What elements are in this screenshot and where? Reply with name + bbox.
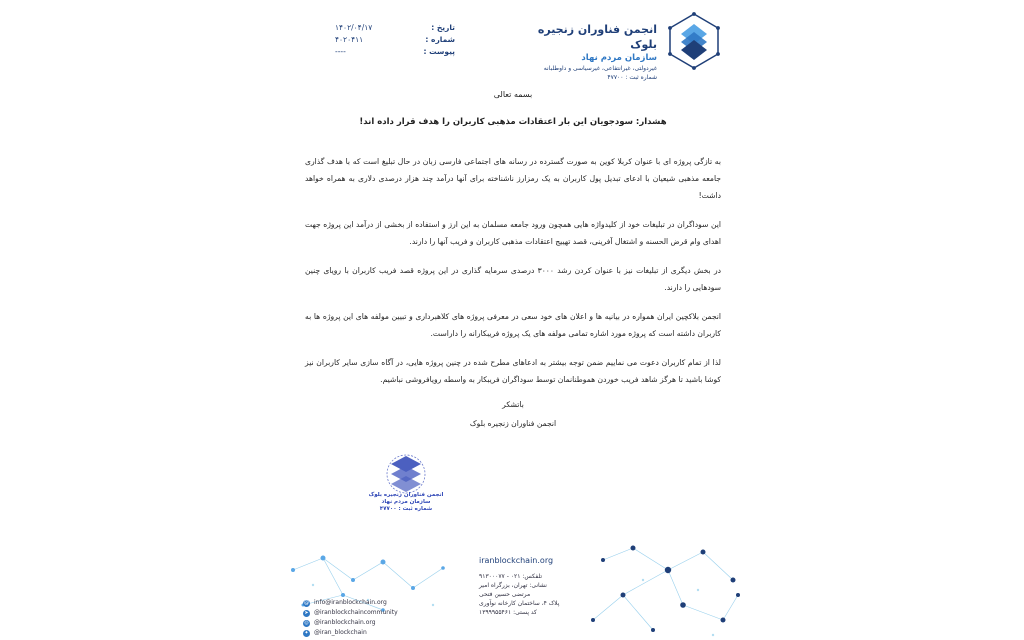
date-row (335, 22, 455, 34)
letter-paragraph: در بخش دیگری از تبلیغات نیز با عنوان کردن رشد ۳۰۰۰ درصدی سرمایه گذاری در این پروژه قصد فریب کاربران با رویای چنین سودهایی را دارند. (305, 266, 721, 292)
instagram-icon: ◎ (304, 619, 309, 626)
stamp-line: شماره ثبت : ۴۷۷۰۰ (379, 506, 433, 512)
org-subtitle: سازمان مردم نهاد (581, 53, 657, 63)
letter-paragraph: لذا از تمام کاربران دعوت می نماییم ضمن توجه بیشتر به ادعاهای مطرح شده در چنین پروژه هایی، در آگاه سازی سایر کاربران نیز کوشا باشید تا هرگز شاهد فریب خوردن هموطنانمان توسط سوداگران فریبکار به واسطه رویافروشی نباشیم. (305, 358, 721, 384)
letter-invocation: بسمه تعالی (493, 90, 533, 99)
telegram-icon: ➤ (304, 609, 309, 616)
date-value: ۱۴۰۲/۰۴/۱۷ (335, 23, 373, 32)
letter-closing: باتشکر (502, 400, 524, 409)
social-text: @iran_blockchain (314, 629, 367, 636)
attachment-label: پیوست : (423, 47, 455, 56)
footer-address-line: مرتضی حسین فتحی (479, 591, 531, 598)
number-value: ۴۰۲۰۴۱۱ (335, 35, 364, 44)
org-logo-icon (665, 12, 723, 70)
social-email[interactable] (303, 598, 453, 608)
footer-address-line: نشانی: تهران، بزرگراه امیر (479, 582, 547, 589)
stamp-line: انجمن فناوران زنجیره بلوک (368, 492, 444, 498)
footer-postal: کد پستی: ۱۳۹۹۹۵۵۴۶۱ (479, 609, 537, 616)
social-text: info@iranblockchain.org (314, 599, 387, 606)
org-title-block (517, 22, 657, 82)
org-logo-block (513, 12, 723, 81)
attachment-value: ---- (335, 47, 346, 56)
stamp-line: سازمان مردم نهاد (381, 499, 431, 505)
org-name: انجمن فناوران زنجیره بلوک (537, 23, 657, 51)
social-telegram[interactable] (303, 608, 453, 618)
footer-phone: تلفکس: ۰۲۱ - ۹۱۳۰۰۰۷۷ (479, 573, 543, 580)
social-twitter[interactable] (303, 628, 453, 638)
attachment-row (335, 46, 455, 58)
letter-paragraph: این سوداگران در تبلیغات خود از کلیدواژه هایی همچون ورود جامعه مسلمان به این ارز و استفاده از بخشی از درآمد این پروژه جهت اهدای وام قرض الحسنه و اشتغال آفرینی، قصد تهییج اعتقادات مذهبی کاربران و فریب آنها را دارند. (305, 220, 721, 246)
social-text: @iranblockchaincommunity (314, 609, 398, 616)
letter-signature-org: انجمن فناوران زنجیره بلوک (469, 419, 557, 428)
number-row (335, 34, 455, 46)
footer-contact (479, 572, 599, 617)
number-label: شماره : (425, 35, 455, 44)
twitter-icon: ✦ (304, 629, 309, 636)
footer-website[interactable]: iranblockchain.org (479, 556, 554, 565)
footer-social-list (303, 598, 453, 638)
letter-paragraph: انجمن بلاکچین ایران همواره در بیانیه ها و اعلان های خود سعی در معرفی پروژه های کلاهبرداری و تبیین مولفه های این پروژه ها به کاربران داشته است که پروژه مورد اشاره تمامی مولفه های یک پروژه فریبکارانه را داراست. (305, 312, 721, 338)
email-icon: @ (304, 599, 309, 606)
social-text: @iranblockchain.org (314, 619, 376, 626)
letter-meta (335, 22, 455, 58)
footer-address-line: پلاک ۴، ساختمان کارخانه نوآوری (479, 600, 560, 607)
letter-page (283, 0, 743, 640)
org-description: غیردولتی، غیرانتفاعی، غیرسیاسی و داوطلبانه (543, 65, 657, 72)
letter-paragraph: به تازگی پروژه ای با عنوان کربلا کوین به صورت گسترده در رسانه های اجتماعی فارسی زبان در حال تبلیغ است که با هدف گذاری جامعه مذهبی شیعیان با ادعای تبدیل پول کاربران به یک رمزارز ناشناخته برای آنها درآمد چند هزار درصدی دلاری به همراه خواهد داشت! (305, 157, 721, 200)
org-registration: شماره ثبت : ۴۷۷۰۰ (607, 74, 657, 81)
letter-footer (283, 540, 743, 640)
social-instagram[interactable] (303, 618, 453, 628)
letter-body (305, 84, 721, 428)
date-label: تاریخ : (431, 23, 455, 32)
stamp-text (361, 492, 451, 513)
letter-headline: هشدار: سودجویان این بار اعتقادات مذهبی کاربران را هدف قرار داده اند! (359, 117, 667, 127)
